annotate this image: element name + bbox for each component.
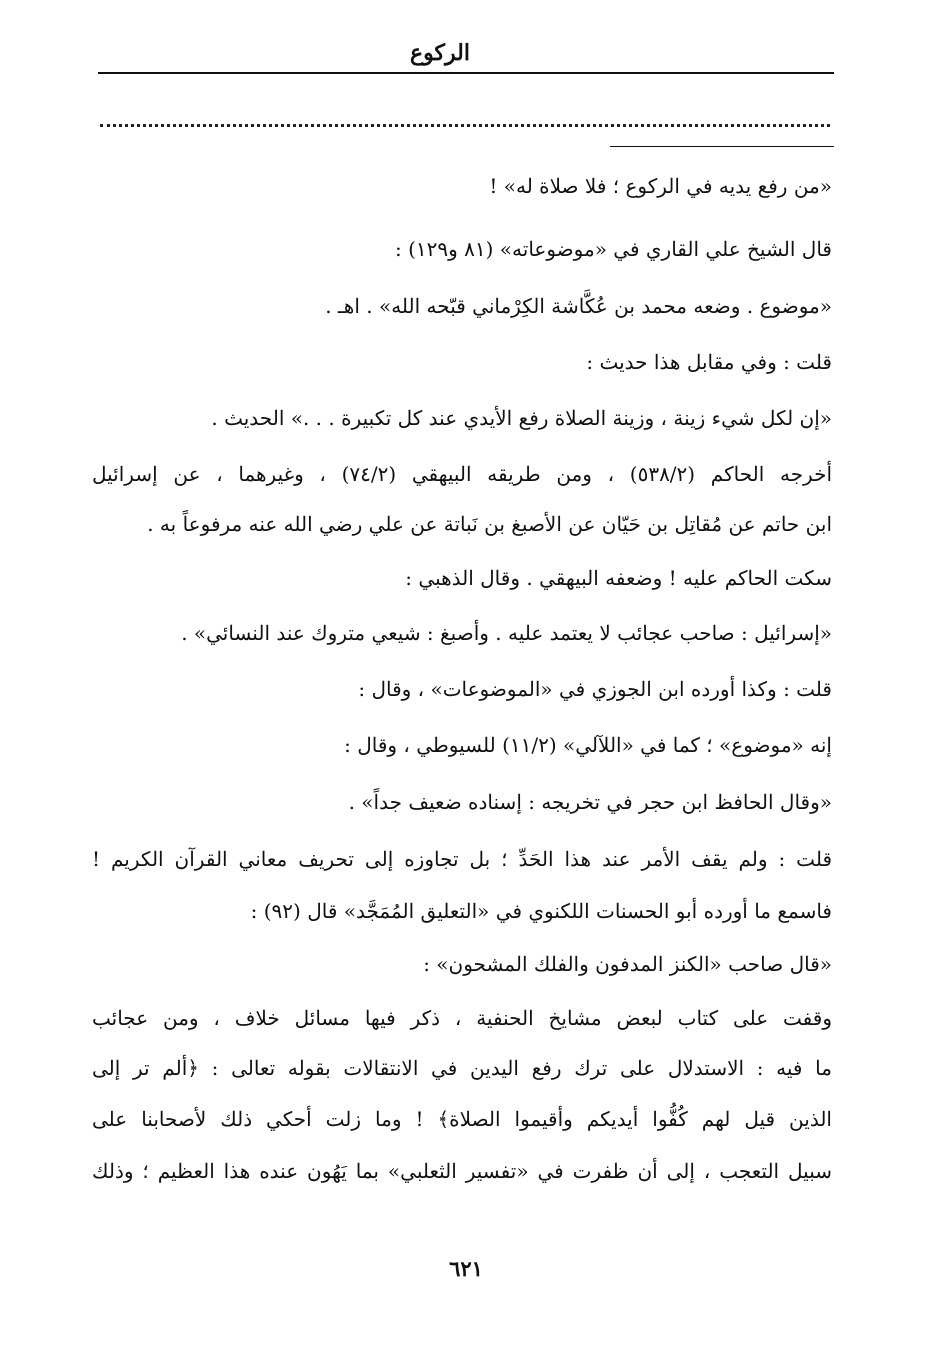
text-line: ابن حاتم عن مُقاتِل بن حَيّان عن الأصبغ بن نَباتة عن علي رضي الله عنه مرفوعاً به . bbox=[147, 512, 832, 536]
text-line: ما فيه : الاستدلال على ترك رفع اليدين في الانتقالات بقوله تعالى : ﴿ألم تر إلى bbox=[92, 1056, 832, 1080]
text-line: سبيل التعجب ، إلى أن ظفرت في «تفسير الثعلبي» بما يَهُون عنده هذا العظيم ؛ وذلك bbox=[92, 1159, 832, 1183]
header-rule bbox=[98, 72, 834, 74]
text-line: «إن لكل شيء زينة ، وزينة الصلاة رفع الأيدي عند كل تكبيرة . . .» الحديث . bbox=[211, 406, 832, 430]
text-line: قلت : ولم يقف الأمر عند هذا الحَدِّ ؛ بل تجاوزه إلى تحريف معاني القرآن الكريم ! bbox=[92, 847, 832, 871]
short-rule bbox=[610, 146, 834, 147]
text-line: وقفت على كتاب لبعض مشايخ الحنفية ، ذكر فيها مسائل خلاف ، ومن عجائب bbox=[92, 1006, 832, 1030]
dotted-separator bbox=[100, 124, 830, 127]
text-line: أخرجه الحاكم (٥٣٨/٢) ، ومن طريقه البيهقي (٧٤/٢) ، وغيرهما ، عن إسرائيل bbox=[92, 462, 833, 486]
text-line: قلت : وكذا أورده ابن الجوزي في «الموضوعات» ، وقال : bbox=[358, 677, 832, 701]
text-line: «من رفع يديه في الركوع ؛ فلا صلاة له» ! bbox=[489, 174, 832, 198]
text-line: قلت : وفي مقابل هذا حديث : bbox=[586, 350, 832, 374]
running-header-title: الركوع bbox=[410, 40, 470, 66]
text-line: سكت الحاكم عليه ! وضعفه البيهقي . وقال الذهبي : bbox=[405, 566, 832, 590]
text-line: «وقال الحافظ ابن حجر في تخريجه : إسناده ضعيف جداً» . bbox=[348, 790, 832, 814]
text-line: قال الشيخ علي القاري في «موضوعاته» (٨١ و١٢٩) : bbox=[395, 237, 832, 261]
text-line: فاسمع ما أورده أبو الحسنات اللكنوي في «التعليق المُمَجَّد» قال (٩٢) : bbox=[250, 899, 832, 923]
text-line: «إسرائيل : صاحب عجائب لا يعتمد عليه . وأصبغ : شيعي متروك عند النسائي» . bbox=[181, 621, 832, 645]
text-line: «موضوع . وضعه محمد بن عُكَّاشة الكِرْماني قبّحه الله» . اهـ . bbox=[325, 294, 832, 318]
text-line: «قال صاحب «الكنز المدفون والفلك المشحون» : bbox=[423, 952, 832, 976]
text-line: إنه «موضوع» ؛ كما في «اللآلي» (١١/٢) للسيوطي ، وقال : bbox=[344, 733, 832, 757]
page-number: ٦٢١ bbox=[449, 1256, 483, 1281]
text-line: الذين قيل لهم كُفُّوا أيديكم وأقيموا الصلاة﴾ ! وما زلت أحكي ذلك لأصحابنا على bbox=[92, 1107, 832, 1131]
